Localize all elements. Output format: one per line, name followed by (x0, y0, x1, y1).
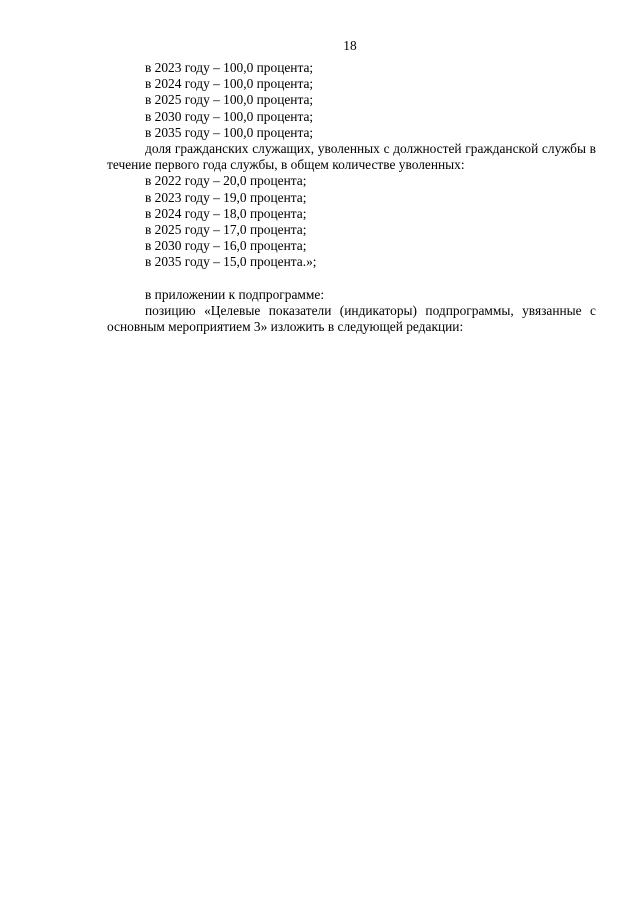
list-item: в 2024 году – 18,0 процента; (145, 205, 307, 221)
list-item: в 2023 году – 19,0 процента; (145, 189, 307, 205)
paragraph-gap (107, 270, 596, 286)
list-item: в 2025 году – 17,0 процента; (145, 221, 307, 237)
appendix-instruction: позицию «Целевые показатели (индикаторы) подпрограммы, увязанные с основным мероприятием 3» изложить в следующей редакции: (107, 302, 596, 335)
list-item: в 2024 году – 100,0 процента; (145, 76, 314, 92)
list-item: в 2022 году – 20,0 процента; (145, 173, 307, 189)
list-item: в 2035 году – 100,0 процента; (145, 124, 314, 140)
page-number: 18 (343, 38, 357, 53)
appendix-heading: в приложении к подпрограмме: (145, 286, 325, 302)
document-body (107, 60, 596, 335)
list-item: в 2030 году – 100,0 процента; (145, 108, 314, 124)
indicator-description: доля гражданских служащих, уволенных с должностей гражданской службы в течение первого года службы, в общем количестве уволенных: (107, 140, 596, 173)
list-item: в 2023 году – 100,0 процента; (145, 60, 314, 75)
list-item: в 2030 году – 16,0 процента; (145, 238, 307, 254)
indicator-values-list-1 (107, 60, 596, 141)
list-item: в 2035 году – 15,0 процента.»; (145, 254, 317, 270)
indicator-values-list-2 (107, 173, 596, 270)
list-item: в 2025 году – 100,0 процента; (145, 92, 314, 108)
